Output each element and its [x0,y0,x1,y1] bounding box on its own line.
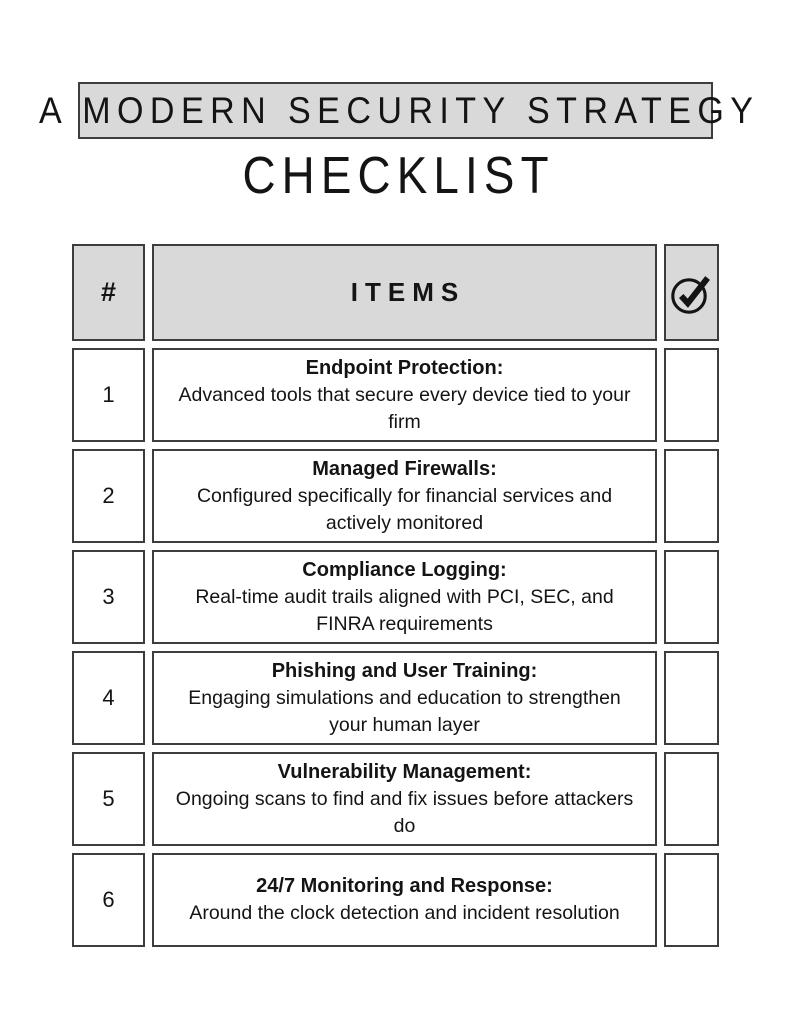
title-banner [38,82,759,139]
item-title: Endpoint Protection: [305,356,504,379]
item-description: Around the clock detection and incident resolution [189,902,620,924]
item-description: Configured specifically for financial services and actively monitored [196,484,613,534]
checkbox-cell[interactable] [664,550,719,644]
item-description: Advanced tools that secure every device tied to your firm [178,383,631,433]
checklist-item [152,752,657,846]
column-header-check [664,244,719,341]
checklist-item [152,348,657,442]
page-subtitle: CHECKLIST [242,147,555,205]
row-number: 4 [72,651,145,745]
page-title: A MODERN SECURITY STRATEGY [38,89,759,131]
checklist-item [152,853,657,947]
row-number: 3 [72,550,145,644]
checkbox-cell[interactable] [664,752,719,846]
row-number: 5 [72,752,145,846]
checkbox-cell[interactable] [664,651,719,745]
checkbox-cell[interactable] [664,853,719,947]
item-title: Vulnerability Management: [277,760,532,783]
checkbox-cell[interactable] [664,348,719,442]
checkbox-cell[interactable] [664,449,719,543]
item-title: Compliance Logging: [302,558,507,581]
checklist-item [152,449,657,543]
item-title: 24/7 Monitoring and Response: [256,875,553,897]
column-header-items: ITEMS [152,244,657,341]
item-description: Ongoing scans to find and fix issues before attackers do [175,787,634,837]
item-title: Phishing and User Training: [271,659,538,682]
item-description: Engaging simulations and education to strengthen your human layer [188,686,621,736]
row-number: 1 [72,348,145,442]
checklist-table [72,244,719,947]
row-number: 2 [72,449,145,543]
checklist-item [152,550,657,644]
item-title: Managed Firewalls: [312,457,497,480]
column-header-number: # [72,244,145,341]
checklist-item [152,651,657,745]
item-description: Real-time audit trails aligned with PCI, SEC, and FINRA requirements [195,585,614,635]
check-circle-icon [668,269,716,317]
row-number: 6 [72,853,145,947]
